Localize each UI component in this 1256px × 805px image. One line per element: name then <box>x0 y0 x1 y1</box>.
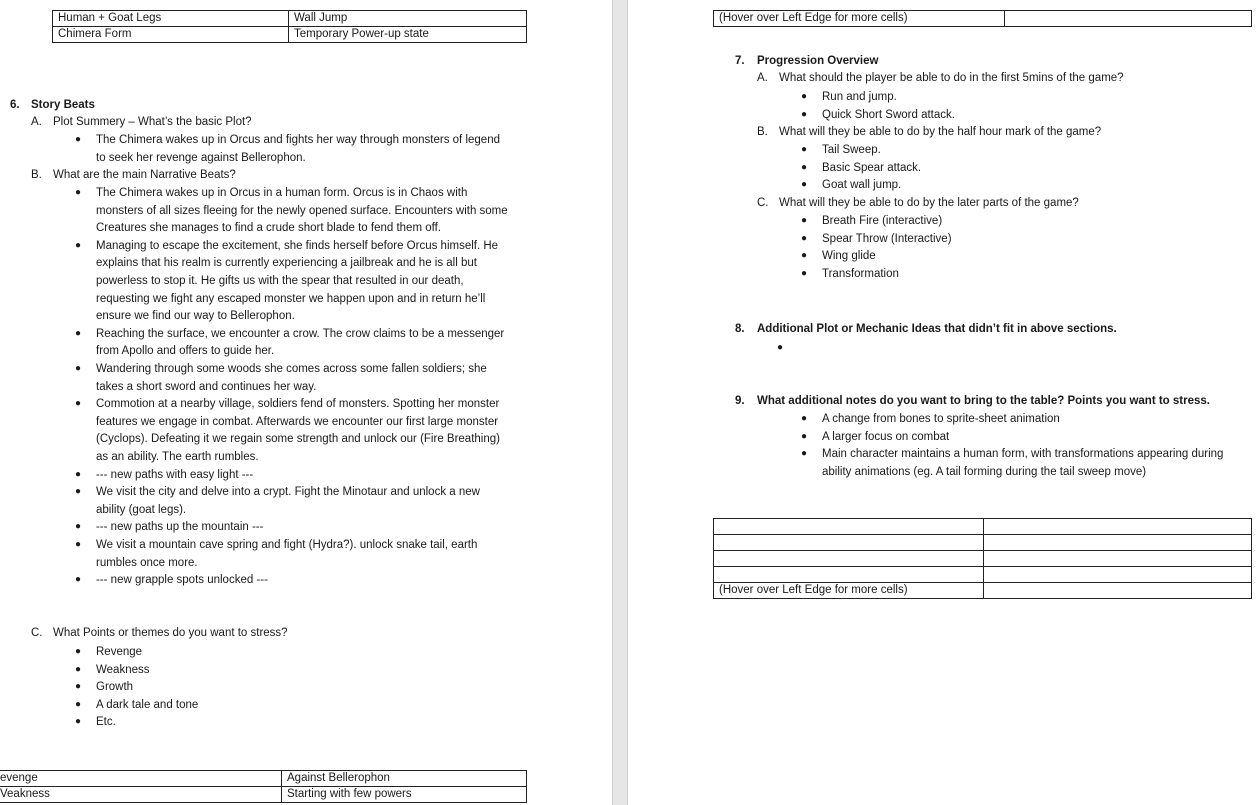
section-number: 8. <box>735 323 745 335</box>
table-row <box>714 11 1252 27</box>
table-cell[interactable] <box>984 519 1252 535</box>
list-item-text: We visit a mountain cave spring and fight (Hydra?). unlock snake tail, earth <box>96 539 478 551</box>
list-item-text: explains that his realm is currently experiencing a jailbreak and he is all but <box>96 257 477 270</box>
list-item-text: takes a short sword and continues her way. <box>96 380 317 393</box>
list-item-text: as an ability. The earth rumbles. <box>96 451 259 463</box>
bullet-marker: ● <box>801 161 808 173</box>
table-cell[interactable] <box>714 519 984 535</box>
bullet-marker: ● <box>801 232 808 244</box>
list-item-text: Managing to escape the excitement, she finds herself before Orcus himself. He <box>96 239 499 252</box>
hover-cells-table-top[interactable] <box>713 10 1252 27</box>
list-item-text: A change from bones to sprite-sheet animation <box>822 413 1060 425</box>
table-row <box>714 535 1252 551</box>
table-row <box>714 567 1252 583</box>
table-cell[interactable]: (Hover over Left Edge for more cells) <box>714 11 1005 27</box>
list-item-text: --- new paths with easy light --- <box>96 468 254 481</box>
list-item-text: (Cyclops). Defeating it we regain some strength and unlock our (Fire Breathing) <box>96 433 500 446</box>
table-cell[interactable]: Against Bellerophon <box>282 771 527 787</box>
list-item-text: Creatures she manages to find a crude short blade to fend them off. <box>96 222 441 235</box>
list-item-text: Weakness <box>96 663 150 676</box>
bullet-marker: ● <box>75 398 82 410</box>
bullet-marker: ● <box>75 716 82 728</box>
list-item-text: ability animations (eg. A tail forming during the tail sweep move) <box>822 465 1147 478</box>
question-label: Plot Summery – What’s the basic Plot? <box>53 116 252 128</box>
list-letter: C. <box>757 197 769 209</box>
bullet-marker: ● <box>75 363 82 374</box>
list-letter: B. <box>757 126 768 138</box>
list-item-text: Commotion at a nearby village, soldiers fend of monsters. Spotting her monster <box>96 398 500 411</box>
bullet-marker: ● <box>801 267 808 279</box>
list-item-text: Transformation <box>822 267 899 280</box>
list-item-text: ability (goat legs). <box>96 503 187 516</box>
bullet-marker: ● <box>801 144 808 155</box>
document-page-right <box>628 0 1256 805</box>
table-cell[interactable]: Chimera Form <box>53 27 289 43</box>
bullet-marker: ● <box>801 215 808 226</box>
list-item-text: to seek her revenge against Bellerophon. <box>96 151 306 164</box>
bullet-marker: ● <box>75 663 82 675</box>
list-item-text: Wing glide <box>822 250 876 263</box>
list-item-text: Goat wall jump. <box>822 179 902 192</box>
list-item-text: Basic Spear attack. <box>822 161 922 174</box>
question-label: What Points or themes do you want to stress? <box>53 627 288 639</box>
table-row <box>714 583 1252 599</box>
section-number: 9. <box>735 395 745 407</box>
table-cell[interactable]: (Hover over Left Edge for more cells) <box>714 583 984 599</box>
bullet-marker: ● <box>75 574 82 586</box>
table-cell[interactable]: Wall Jump <box>289 11 527 27</box>
bullet-marker: ● <box>801 250 808 262</box>
section-number: 7. <box>735 55 745 67</box>
bullet-marker: ● <box>801 91 808 102</box>
list-item-text: --- new paths up the mountain --- <box>96 521 264 534</box>
bullet-marker: ● <box>75 646 82 657</box>
bullet-marker: ● <box>75 539 82 550</box>
list-item-text: Spear Throw (Interactive) <box>822 232 952 245</box>
list-item-text: Main character maintains a human form, with transformations appearing during <box>822 448 1224 461</box>
list-item-text: powerless to stop it. He gifts us with the spear that resulted in our death, <box>96 275 464 287</box>
table-cell[interactable]: evenge <box>0 771 282 787</box>
table-row <box>714 551 1252 567</box>
page-gutter <box>612 0 628 805</box>
bullet-marker: ● <box>75 187 82 198</box>
list-letter: C. <box>31 627 43 639</box>
table-row <box>0 771 527 787</box>
list-item-text: The Chimera wakes up in Orcus and fights her way through monsters of legend <box>96 134 500 146</box>
list-item-text: Quick Short Sword attack. <box>822 108 955 121</box>
question-label: What will they be able to do by the half hour mark of the game? <box>779 126 1102 138</box>
table-cell[interactable]: Veakness <box>0 787 282 803</box>
table-cell[interactable] <box>984 535 1252 551</box>
table-cell[interactable] <box>984 567 1252 583</box>
list-item-text: A larger focus on combat <box>822 430 950 443</box>
bullet-marker: ● <box>777 342 784 353</box>
table-cell[interactable] <box>1005 11 1252 27</box>
bullet-marker: ● <box>801 430 808 442</box>
section-heading-additional-notes: What additional notes do you want to bring to the table? Points you want to stress. <box>757 395 1210 407</box>
document-page-left <box>0 0 612 805</box>
table-cell[interactable] <box>714 567 984 583</box>
bullet-marker: ● <box>75 468 82 480</box>
list-item-text: rumbles once more. <box>96 556 198 569</box>
themes-table[interactable] <box>0 770 527 803</box>
question-label: What will they be able to do by the later parts of the game? <box>779 197 1079 209</box>
list-item-text: We visit the city and delve into a crypt. Fight the Minotaur and unlock a new <box>96 486 480 499</box>
list-item-text: A dark tale and tone <box>96 698 199 711</box>
section-heading-additional-ideas: Additional Plot or Mechanic Ideas that didn’t fit in above sections. <box>757 323 1117 335</box>
table-cell[interactable]: Temporary Power-up state <box>289 27 527 43</box>
list-item-text: Etc. <box>96 716 116 729</box>
list-item-text: Tail Sweep. <box>822 144 881 156</box>
question-label: What are the main Narrative Beats? <box>53 169 236 181</box>
bullet-marker: ● <box>801 108 808 120</box>
table-cell[interactable]: Starting with few powers <box>282 787 527 803</box>
list-item-text: Growth <box>96 681 134 694</box>
list-item-text: Breath Fire (interactive) <box>822 215 943 227</box>
bullet-marker: ● <box>75 486 82 498</box>
table-cell[interactable] <box>984 551 1252 567</box>
bullet-marker: ● <box>75 521 82 533</box>
table-cell[interactable] <box>714 535 984 551</box>
section-heading-progression: Progression Overview <box>757 55 879 67</box>
list-item-text: The Chimera wakes up in Orcus in a human form. Orcus is in Chaos with <box>96 187 468 199</box>
table-cell[interactable] <box>984 583 1252 599</box>
hover-cells-table-bottom[interactable] <box>713 518 1252 599</box>
list-item-text: requesting we fight any escaped monster we happen upon and in return he’ll <box>96 292 486 305</box>
bullet-marker: ● <box>801 413 808 424</box>
list-letter: B. <box>31 169 42 181</box>
bullet-marker: ● <box>801 179 808 191</box>
bullet-marker: ● <box>75 134 82 145</box>
list-item-text: monsters of all sizes fleeing for the newly opened surface. Encounters with some <box>96 204 508 217</box>
bullet-marker: ● <box>75 239 82 251</box>
question-label: What should the player be able to do in the first 5mins of the game? <box>779 72 1124 84</box>
table-cell[interactable] <box>714 551 984 567</box>
list-item-text: --- new grapple spots unlocked --- <box>96 574 268 587</box>
list-item-text: features we engage in combat. Afterwards we encounter our first large monster <box>96 415 499 428</box>
list-item-text: from Apollo and offers to guide her. <box>96 345 275 358</box>
table-row <box>0 787 527 803</box>
bullet-marker: ● <box>75 681 82 693</box>
bullet-marker: ● <box>75 698 82 710</box>
abilities-table[interactable] <box>52 10 527 43</box>
list-letter: A. <box>31 116 42 128</box>
section-number: 6. <box>10 99 20 111</box>
section-heading-story-beats: Story Beats <box>31 99 95 111</box>
bullet-marker: ● <box>75 327 82 339</box>
list-item-text: ensure we find our way to Bellerophon. <box>96 310 295 323</box>
table-row <box>53 27 527 43</box>
list-item-text: Wandering through some woods she comes across some fallen soldiers; she <box>96 363 487 375</box>
list-item-text: Revenge <box>96 646 143 658</box>
table-cell[interactable]: Human + Goat Legs <box>53 11 289 27</box>
list-letter: A. <box>757 72 768 84</box>
list-item-text: Reaching the surface, we encounter a crow. The crow claims to be a messenger <box>96 327 505 340</box>
table-row <box>53 11 527 27</box>
table-row <box>714 519 1252 535</box>
bullet-marker: ● <box>801 448 808 460</box>
list-item-text: Run and jump. <box>822 91 897 103</box>
